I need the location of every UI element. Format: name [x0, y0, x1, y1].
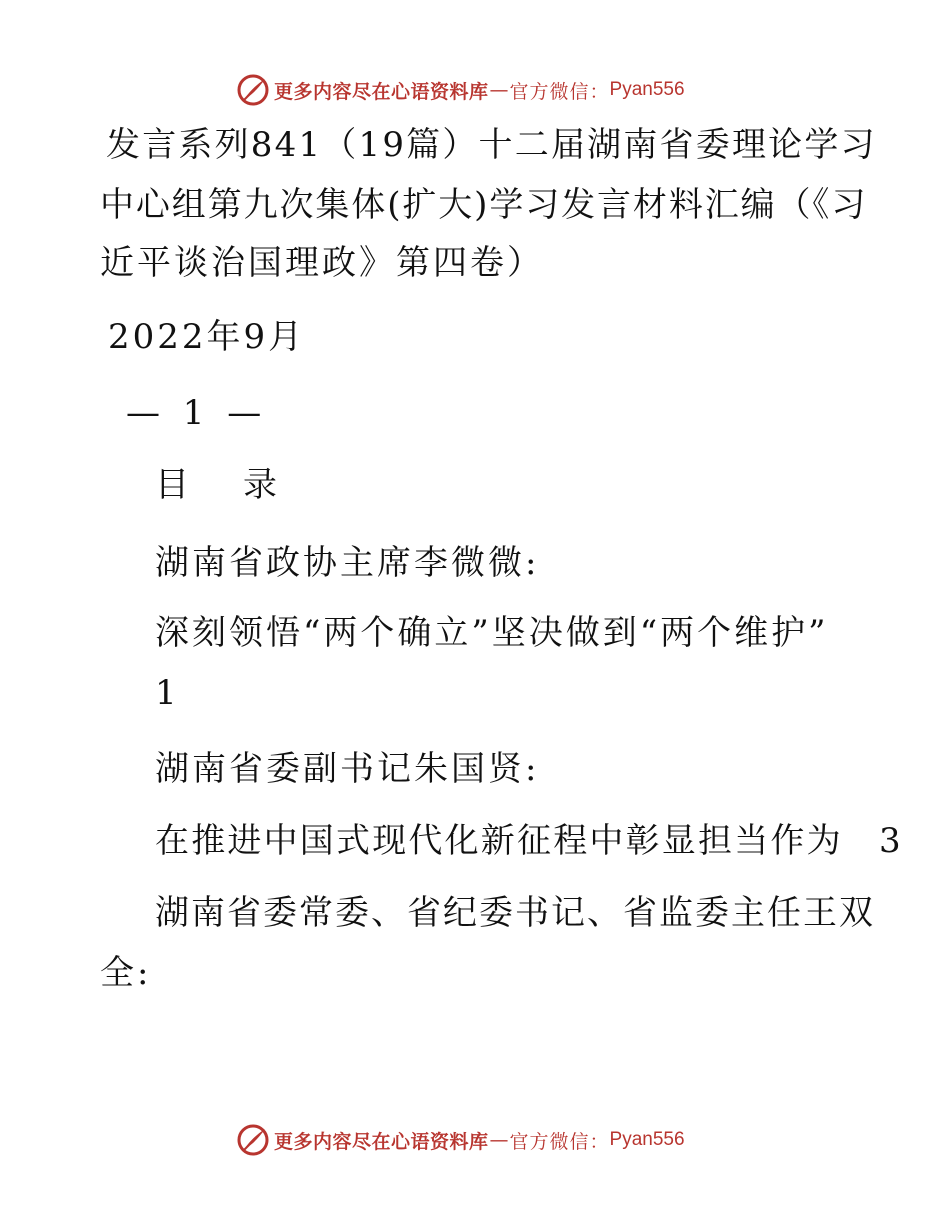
banner-site-text: 更多内容尽在心语资料库	[274, 80, 489, 103]
page-number-marker: — 1 —	[126, 393, 268, 433]
header-watermark-banner	[236, 72, 685, 108]
toc-entry-1-page: 1	[155, 673, 180, 713]
footer-watermark-banner	[236, 1122, 685, 1158]
banner-dash: —	[489, 79, 509, 101]
toc-heading: 目 录	[155, 465, 287, 505]
toc-author-3-continued: 全:	[100, 953, 152, 993]
title-line-2: 中心组第九次集体(扩大)学习发言材料汇编（《习	[100, 185, 868, 225]
toc-entry-2-title: 在推进中国式现代化新征程中彰显担当作为 3	[155, 821, 903, 861]
quill-logo-icon	[236, 1123, 270, 1157]
document-date: 2022年9月	[108, 317, 306, 357]
toc-author-1: 湖南省政协主席李微微:	[155, 543, 540, 583]
toc-author-2: 湖南省委副书记朱国贤:	[155, 749, 540, 789]
banner-site-text: 更多内容尽在心语资料库	[274, 1130, 489, 1153]
banner-wechat-id: Pyan556	[609, 79, 685, 100]
toc-entry-1-title: 深刻领悟“两个确立”坚决做到“两个维护”	[155, 613, 829, 653]
toc-author-3: 湖南省委常委、省纪委书记、省监委主任王双	[155, 893, 875, 933]
banner-dash: —	[489, 1129, 509, 1151]
title-line-1: 发言系列841（19篇）十二届湖南省委理论学习	[106, 125, 877, 165]
banner-wechat-label: 官方微信：	[509, 1130, 610, 1153]
quill-logo-icon	[236, 73, 270, 107]
title-line-3: 近平谈治国理政》第四卷）	[100, 243, 544, 283]
banner-wechat-id: Pyan556	[609, 1129, 685, 1150]
banner-wechat-label: 官方微信：	[509, 80, 610, 103]
